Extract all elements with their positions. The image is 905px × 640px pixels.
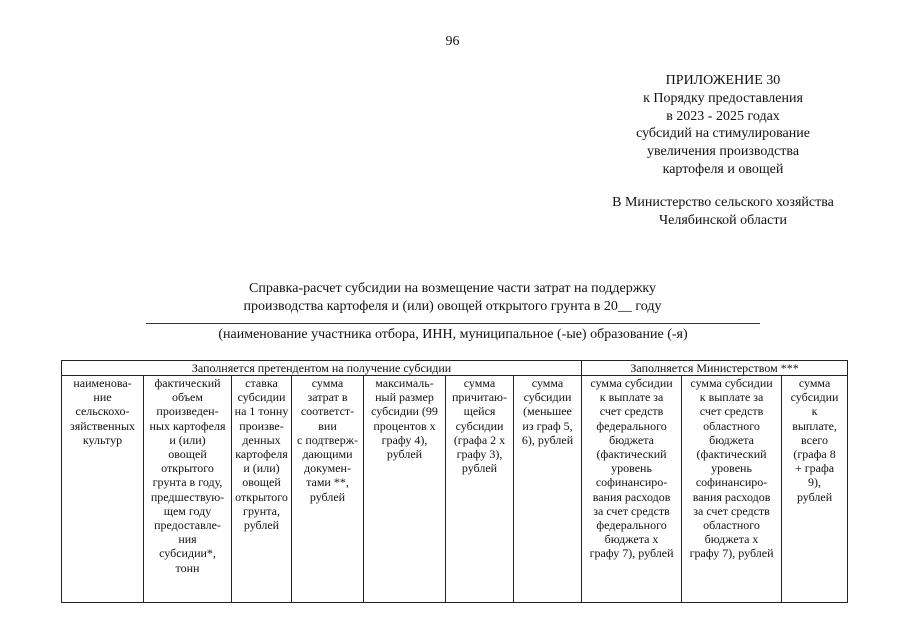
addressee-line: В Министерство сельского хозяйства: [612, 195, 834, 210]
column-header-line: грунта в году,: [152, 475, 223, 490]
applicant-group-header: Заполняется претендентом на получение субсидии: [62, 361, 582, 376]
column-header-line: федерального: [596, 518, 667, 533]
column-header-9: [682, 376, 782, 603]
appendix-line: увеличения производства: [646, 144, 800, 160]
column-header-line: субсидии: [790, 390, 839, 405]
column-header-10: [782, 376, 848, 603]
column-header-line: уровень: [711, 461, 752, 476]
column-header-line: сумма субсидии: [690, 376, 773, 390]
column-header-line: денных: [242, 432, 281, 447]
column-header-line: счет средств: [699, 404, 764, 419]
column-header-8: [582, 376, 682, 603]
column-header-line: бюджета: [709, 432, 754, 447]
column-header-3: [232, 376, 292, 603]
column-header-line: вания расходов: [692, 489, 771, 504]
column-header-7: [514, 376, 582, 603]
column-header-line: субсидии (99: [371, 404, 438, 419]
column-header-line: открытого: [161, 461, 214, 476]
column-header-line: уровень: [611, 461, 652, 476]
column-header-line: выплате,: [792, 418, 837, 433]
column-header-line: из граф 5,: [522, 418, 573, 433]
column-header-line: областного: [703, 418, 760, 433]
column-header-line: субсидии: [455, 418, 504, 433]
column-header-line: и (или): [243, 461, 280, 476]
column-header-line: предшествую-: [150, 489, 225, 504]
column-header-line: затрат в: [307, 390, 348, 405]
page-number: 96: [445, 34, 460, 49]
column-header-line: (графа 8: [793, 447, 836, 462]
column-header-line: графу 4),: [381, 432, 428, 447]
column-header-line: картофеля: [235, 447, 288, 462]
column-header-line: дающими: [302, 447, 353, 462]
ministry-group-header: Заполняется Министерством ***: [582, 361, 848, 376]
appendix-line: ПРИЛОЖЕНИЕ 30: [665, 73, 781, 88]
column-header-line: процентов х: [373, 418, 436, 433]
column-header-line: сумма: [463, 376, 496, 390]
column-header-line: (меньшее: [523, 404, 572, 419]
column-header-line: сумма: [798, 376, 831, 390]
column-header-5: [364, 376, 446, 603]
column-header-line: предоставле-: [154, 518, 221, 533]
column-header-line: за счет средств: [593, 503, 670, 518]
appendix-line: субсидий на стимулирование: [636, 126, 810, 142]
column-header-6: [446, 376, 514, 603]
appendix-heading: [590, 72, 856, 179]
document-title: [140, 280, 765, 316]
column-header-line: ния: [178, 532, 197, 547]
column-header-line: объем: [172, 390, 203, 405]
column-header-line: графу 7), рублей: [589, 546, 674, 561]
column-header-line: 9),: [808, 475, 822, 490]
column-header-line: овощей: [168, 447, 207, 462]
column-header-line: к: [811, 404, 818, 419]
column-header-line: софинансиро-: [595, 475, 668, 490]
column-header-line: софинансиро-: [695, 475, 768, 490]
column-header-line: тонн: [175, 560, 200, 575]
column-header-line: рублей: [309, 489, 346, 504]
column-header-line: субсидии*,: [159, 546, 216, 561]
column-header-line: ние: [93, 390, 112, 405]
column-header-line: рублей: [386, 447, 423, 462]
column-header-line: наименова-: [73, 376, 132, 390]
column-header-line: щем году: [163, 503, 212, 518]
column-header-line: сумма: [311, 376, 344, 390]
title-line: производства картофеля и (или) овощей открытого грунта в 20__ году: [243, 299, 662, 314]
column-header-line: федерального: [596, 418, 667, 433]
column-header-2: [144, 376, 232, 603]
column-header-line: рублей: [796, 489, 833, 504]
column-header-line: открытого: [235, 489, 288, 504]
column-header-line: и (или): [169, 432, 206, 447]
column-header-line: овощей: [242, 475, 281, 490]
column-header-line: вии: [318, 418, 337, 433]
column-header-line: бюджета: [609, 432, 654, 447]
column-header-line: счет средств: [599, 404, 664, 419]
column-header-line: областного: [703, 518, 760, 533]
appendix-line: к Порядку предоставления: [643, 90, 803, 106]
column-header-line: графу 7), рублей: [689, 546, 774, 561]
column-header-line: сумма субсидии: [590, 376, 673, 390]
column-header-line: за счет средств: [693, 503, 770, 518]
column-header-row: [62, 376, 848, 603]
column-header-line: с подтверж-: [297, 432, 358, 447]
column-header-line: ставка: [245, 376, 278, 390]
column-header-line: ный размер: [375, 390, 434, 405]
column-header-line: (фактический: [596, 447, 667, 462]
column-header-line: максималь-: [375, 376, 434, 390]
appendix-line: картофеля и овощей: [662, 161, 784, 177]
column-header-line: рублей: [461, 461, 498, 476]
column-header-line: сельскохо-: [75, 404, 130, 419]
appendix-line: в 2023 - 2025 годах: [666, 108, 780, 124]
title-line: Справка-расчет субсидии на возмещение части затрат на поддержку: [249, 281, 656, 296]
participant-caption: (наименование участника отбора, ИНН, муниципальное (-ые) образование (-я): [218, 327, 688, 342]
column-header-line: докумен-: [304, 461, 351, 476]
column-header-line: культур: [82, 432, 123, 447]
column-header-line: соответст-: [300, 404, 355, 419]
column-header-line: 6), рублей: [521, 432, 574, 447]
column-header-line: (фактический: [696, 447, 767, 462]
column-header-line: субсидии: [523, 390, 572, 405]
group-header-row: [62, 361, 848, 376]
column-header-line: всего: [801, 432, 829, 447]
column-header-line: ных картофеля: [149, 418, 226, 433]
subsidy-calculation-table: [61, 360, 848, 603]
column-header-4: [292, 376, 364, 603]
column-header-line: к выплате за: [599, 390, 664, 405]
column-header-line: рублей: [243, 518, 280, 533]
column-header-line: щейся: [463, 404, 496, 419]
column-header-line: бюджета х: [704, 532, 759, 547]
column-header-line: + графа: [794, 461, 835, 476]
column-header-line: произве-: [239, 418, 284, 433]
column-header-line: бюджета х: [604, 532, 659, 547]
column-header-line: произведен-: [156, 404, 219, 419]
addressee: [590, 194, 856, 230]
column-header-line: к выплате за: [699, 390, 764, 405]
column-header-line: зяйственных: [69, 418, 136, 433]
column-header-line: вания расходов: [592, 489, 671, 504]
column-header-1: [62, 376, 144, 603]
column-header-line: тами **,: [306, 475, 349, 490]
column-header-line: причитаю-: [452, 390, 507, 405]
column-header-line: грунта,: [243, 503, 280, 518]
column-header-line: субсидии: [237, 390, 286, 405]
column-header-line: сумма: [531, 376, 564, 390]
column-header-line: графу 3),: [456, 447, 503, 462]
column-header-line: (графа 2 х: [453, 432, 506, 447]
participant-blank-line: [146, 323, 760, 324]
addressee-line: Челябинской области: [659, 212, 787, 228]
column-header-line: фактический: [154, 376, 221, 390]
column-header-line: на 1 тонну: [234, 404, 289, 419]
